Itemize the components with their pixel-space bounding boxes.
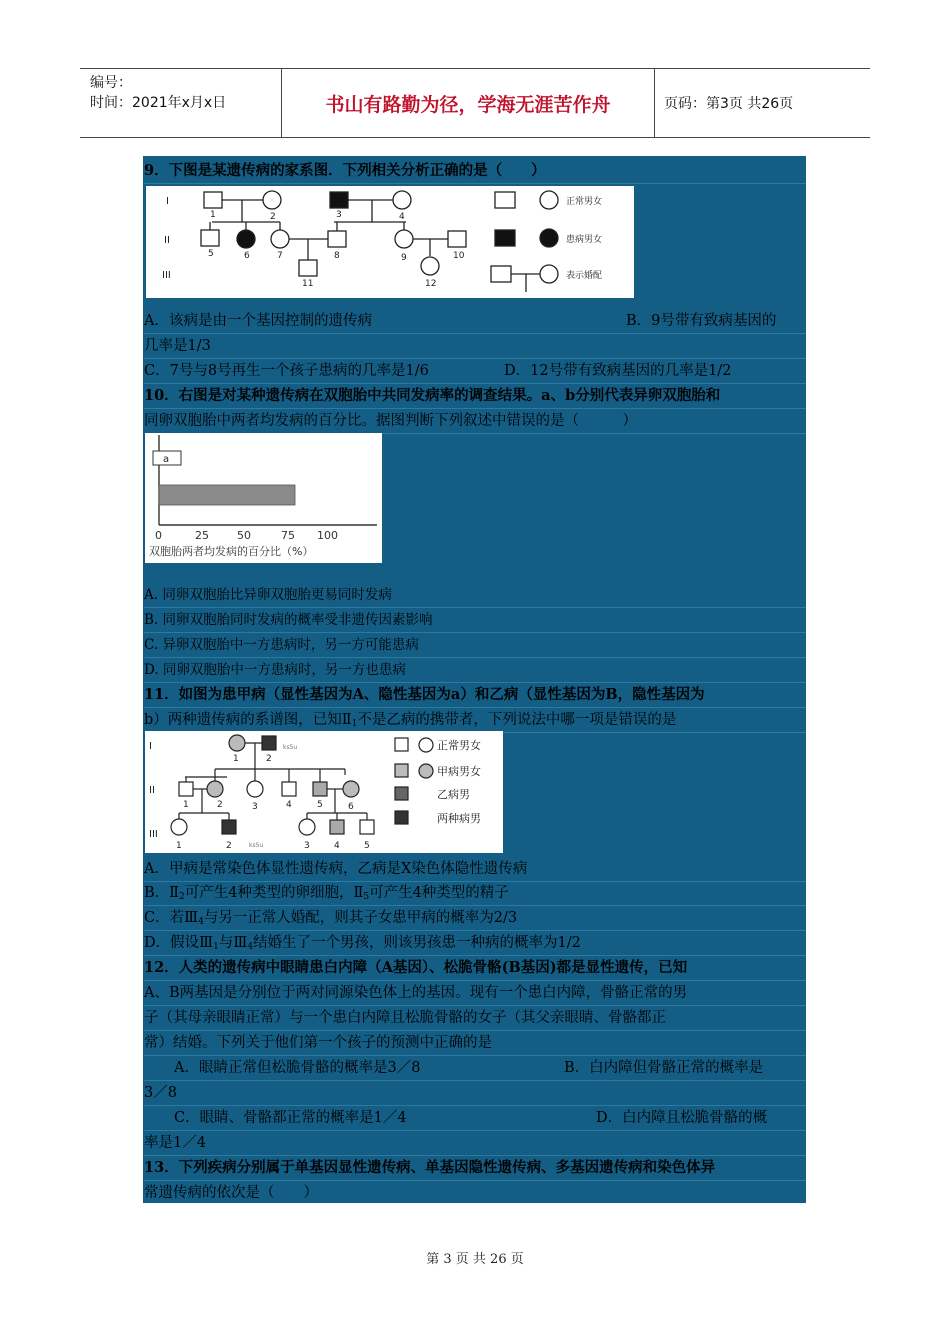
- q9-label-3: 3: [336, 210, 342, 220]
- q9-label-4: 4: [399, 212, 405, 222]
- q9-label-8: 8: [334, 251, 340, 261]
- q12-stem-3-text: 子（其母亲眼睛正常）与一个患白内障且松脆骨骼的女子（其父亲眼睛、骨骼都正: [144, 1010, 666, 1026]
- q12-option-d-cont: [144, 1131, 806, 1156]
- q11-legend-male-both: [395, 811, 408, 824]
- q9-person-2: [263, 191, 281, 209]
- q11-ii1: [179, 782, 193, 796]
- q10-option-b: [144, 608, 806, 633]
- q11-option-a: [144, 857, 806, 882]
- q9-label-5: 5: [208, 249, 214, 259]
- q11-gen-ii: II: [149, 785, 155, 796]
- q11-label-ii6: 6: [348, 802, 354, 812]
- q11-option-b-sub2: 5: [363, 892, 370, 902]
- header-time-label: 时间：2021年x月x日: [90, 95, 227, 111]
- q10-option-a-text: A. 同卵双胞胎比异卵双胞胎更易同时发病: [144, 587, 392, 603]
- q11-iii5: [360, 820, 374, 834]
- q11-iii2: [222, 820, 236, 834]
- q9-label-2: 2: [270, 212, 276, 222]
- q11-option-c: [144, 906, 806, 931]
- q9-pedigree-svg: [146, 186, 634, 298]
- q9-legend-text-normal: 正常男女: [566, 197, 603, 207]
- q11-label-ii3: 3: [252, 802, 258, 812]
- document-header: [80, 68, 870, 138]
- q9-legend-male-normal: [495, 192, 515, 208]
- q11-i2: [262, 736, 276, 750]
- q11-option-d-1: D．假设Ⅲ: [144, 935, 214, 951]
- q11-stem-2-a: b）两种遗传病的系谱图，已知Ⅱ: [144, 712, 352, 728]
- q12-option-b: B．白内障但骨骼正常的概率是: [564, 1060, 764, 1076]
- q10-tick-75: 75: [281, 529, 295, 542]
- q10-chart-svg: [145, 433, 382, 563]
- q9-pedigree-figure: [146, 186, 634, 298]
- q9-label-11: 11: [302, 279, 314, 289]
- q9-option-b-cont: [144, 334, 806, 359]
- q12-stem-3: [144, 1006, 806, 1031]
- q12-option-a: A．眼睛正常但松脆骨骼的概率是3／8: [174, 1060, 421, 1076]
- q9-person-8: [328, 231, 346, 247]
- q11-label-ii5: 5: [317, 800, 323, 810]
- q9-stem-text: 9．下图是某遗传病的家系图．下列相关分析正确的是（ ）: [144, 162, 546, 179]
- header-code-label: 编号：: [90, 75, 132, 91]
- q11-iii3: [299, 819, 315, 835]
- q10-stem-1: [144, 384, 806, 409]
- q10-tick-0: 0: [155, 529, 162, 542]
- q11-option-d-sub2: 4: [247, 942, 254, 952]
- q12-option-b-cont: [144, 1081, 806, 1106]
- header-motto: 书山有路勤为径，学海无涯苦作舟: [282, 69, 655, 137]
- q12-option-c: C．眼睛、骨骼都正常的概率是1／4: [174, 1110, 407, 1126]
- q9-legend-female-normal: [540, 191, 558, 209]
- q11-stem-2-sub: 1: [351, 719, 358, 729]
- q9-label-10: 10: [453, 251, 465, 261]
- q9-person-10: [448, 231, 466, 247]
- q9-person-9: [395, 230, 413, 248]
- q11-watermark-2: ks5u: [249, 842, 264, 849]
- q9-option-b-cont-text: 几率是1/3: [144, 338, 211, 354]
- q11-label-iii3: 3: [304, 841, 310, 851]
- q9-option-a: A．该病是由一个基因控制的遗传病: [144, 313, 372, 329]
- q11-option-c-2: 与另一正常人婚配，则其子女患甲病的概率为2/3: [203, 910, 518, 926]
- q11-label-ii2: 2: [217, 800, 223, 810]
- q9-person-3: [330, 192, 348, 208]
- q11-i1: [229, 735, 245, 751]
- q9-gen-i: I: [166, 196, 169, 207]
- q9-label-7: 7: [277, 251, 283, 261]
- q9-option-d: D．12号带有致病基因的几率是1/2: [504, 363, 732, 379]
- q11-stem-2-b: 不是乙病的携带者，下列说法中哪一项是错误的是: [357, 712, 677, 728]
- q10-bar-label: a: [163, 454, 170, 465]
- q9-person-6: [237, 230, 255, 248]
- q9-option-b: B．9号带有致病基因的: [626, 313, 777, 329]
- q9-label-12: 12: [425, 279, 437, 289]
- q10-option-b-text: B. 同卵双胞胎同时发病的概率受非遗传因素影响: [144, 612, 433, 628]
- q11-ii3: [247, 781, 263, 797]
- q11-option-d-2: 与Ⅲ: [218, 935, 248, 951]
- q11-option-b-3: 可产生4种类型的精子: [369, 885, 509, 901]
- q11-gen-i: I: [149, 741, 152, 752]
- q9-person-5: [201, 230, 219, 246]
- q11-label-ii4: 4: [286, 800, 292, 810]
- q9-stem: [144, 159, 806, 184]
- q12-option-c-d: [144, 1106, 806, 1131]
- q9-person-4: [393, 191, 411, 209]
- q11-pedigree-figure: [145, 731, 503, 853]
- q11-ii4: [282, 782, 296, 796]
- q11-label-iii4: 4: [334, 841, 340, 851]
- q10-stem-2-text: 同卵双胞胎中两者均发病的百分比。据图判断下列叙述中错误的是（ ）: [144, 413, 637, 429]
- q12-option-d: D．白内障且松脆骨骼的概: [596, 1110, 768, 1126]
- q10-stem-2: [144, 409, 806, 434]
- q9-option-c-d: [144, 359, 806, 384]
- q11-label-iii1: 1: [176, 841, 182, 851]
- q10-tick-100: 100: [317, 529, 338, 542]
- q12-option-b-cont-text: 3／8: [144, 1085, 177, 1101]
- q10-option-d-text: D. 同卵双胞胎中一方患病时，另一方也患病: [144, 662, 406, 678]
- header-meta: [80, 69, 282, 137]
- q10-option-d: [144, 658, 806, 683]
- q11-legend-female-a: [419, 764, 433, 778]
- q11-label-i1: 1: [233, 754, 239, 764]
- q9-legend-mating-female: [540, 265, 558, 283]
- q11-stem-1-text: 11．如图为患甲病（显性基因为A、隐性基因为a）和乙病（显性基因为B，隐性基因为: [144, 686, 705, 703]
- q12-stem-2-text: A、B两基因是分别位于两对同源染色体上的基因。现有一个患白内障，骨骼正常的男: [144, 985, 688, 1001]
- q9-legend-mating-male: [491, 266, 511, 282]
- q13-stem-2-text: 常遗传病的依次是（ ）: [144, 1185, 318, 1201]
- q13-stem-1-text: 13．下列疾病分别属于单基因显性遗传病、单基因隐性遗传病、多基因遗传病和染色体异: [144, 1159, 716, 1176]
- q11-option-d-sub1: 1: [213, 942, 219, 952]
- q9-label-9: 9: [401, 253, 407, 263]
- q12-stem-4: [144, 1031, 806, 1056]
- q11-label-iii5: 5: [364, 841, 370, 851]
- q11-legend-male-b: [395, 787, 408, 800]
- q11-stem-1: [144, 683, 806, 708]
- q11-watermark-1: ks5u: [283, 744, 298, 751]
- q9-legend-male-affected: [495, 230, 515, 246]
- q9-person-12: [421, 257, 439, 275]
- q11-ii5: [313, 782, 327, 796]
- q12-option-d-cont-text: 率是1／4: [144, 1135, 206, 1151]
- q11-option-d: [144, 931, 806, 956]
- q9-legend-text-affected: 患病男女: [566, 235, 603, 245]
- q10-xlabel: 双胞胎两者均发病的百分比（%）: [149, 545, 314, 558]
- q12-stem-2: [144, 981, 806, 1006]
- header-page-label: 页码：第3页 共26页: [664, 96, 794, 112]
- q9-option-c: C．7号与8号再生一个孩子患病的几率是1/6: [144, 363, 429, 379]
- q10-bar-chart: [145, 433, 382, 563]
- q9-person-7: [271, 230, 289, 248]
- q11-option-b-1: B．Ⅱ: [144, 885, 180, 901]
- q11-ii6: [343, 781, 359, 797]
- q9-gen-iii: III: [162, 270, 171, 281]
- q13-stem-2: [144, 1181, 806, 1205]
- q9-person-11: [299, 260, 317, 276]
- q12-option-a-b: [144, 1056, 806, 1081]
- q9-legend-female-affected: [540, 229, 558, 247]
- q12-stem-1: [144, 956, 806, 981]
- page-footer: 第 3 页 共 26 页: [426, 1252, 524, 1267]
- q10-tick-50: 50: [237, 529, 251, 542]
- q10-option-c-text: C. 异卵双胞胎中一方患病时，另一方可能患病: [144, 637, 419, 653]
- q11-legend-text-both: 两种病男: [437, 812, 481, 825]
- q10-option-a: [144, 583, 806, 608]
- q9-option-a-b: [144, 309, 806, 334]
- q11-ii2: [207, 781, 223, 797]
- q10-tick-25: 25: [195, 529, 209, 542]
- q10-option-c: [144, 633, 806, 658]
- q11-option-c-sub: 4: [198, 917, 204, 927]
- q11-legend-female-normal: [419, 738, 433, 752]
- q10-stem-1-text: 10．右图是对某种遗传病在双胞胎中共同发病率的调查结果。a、b分别代表异卵双胞胎和: [144, 387, 721, 404]
- q11-legend-text-a: 甲病男女: [437, 765, 481, 778]
- q11-gen-iii: III: [149, 829, 158, 840]
- q11-iii1: [171, 819, 187, 835]
- q9-gen-ii: II: [164, 235, 170, 246]
- q11-option-b-sub1: 2: [179, 892, 185, 902]
- q9-label-6: 6: [244, 251, 250, 261]
- q11-option-c-1: C．若Ⅲ: [144, 910, 199, 926]
- q13-stem-1: [144, 1156, 806, 1181]
- q11-option-b-2: 可产生4种类型的卵细胞，Ⅱ: [184, 885, 364, 901]
- q10-bar-a: [159, 485, 295, 505]
- q11-label-ii1: 1: [183, 800, 189, 810]
- q11-option-b: [144, 881, 806, 906]
- q11-legend-male-a: [395, 764, 408, 777]
- q9-person-1: [204, 192, 222, 208]
- q11-option-a-text: A．甲病是常染色体显性遗传病，乙病是X染色体隐性遗传病: [144, 861, 528, 877]
- q11-label-iii2: 2: [226, 841, 232, 851]
- q11-iii4: [330, 820, 344, 834]
- q9-legend-text-mating: 表示婚配: [566, 271, 603, 281]
- q12-stem-1-text: 12．人类的遗传病中眼睛患白内障（A基因）、松脆骨骼(B基因)都是显性遗传，已知: [144, 959, 688, 976]
- q11-legend-text-b: 乙病男: [437, 788, 470, 801]
- q9-label-1: 1: [210, 210, 216, 220]
- q11-legend-text-normal: 正常男女: [437, 739, 481, 752]
- q11-pedigree-svg: [145, 731, 503, 853]
- q11-label-i2: 2: [266, 754, 272, 764]
- q11-legend-male-normal: [395, 738, 408, 751]
- q11-stem-2: [144, 708, 806, 733]
- q12-stem-4-text: 常）结婚。下列关于他们第一个孩子的预测中正确的是: [144, 1035, 492, 1051]
- q11-option-d-3: 结婚生了一个男孩，则该男孩患一种病的概率为1/2: [253, 935, 581, 951]
